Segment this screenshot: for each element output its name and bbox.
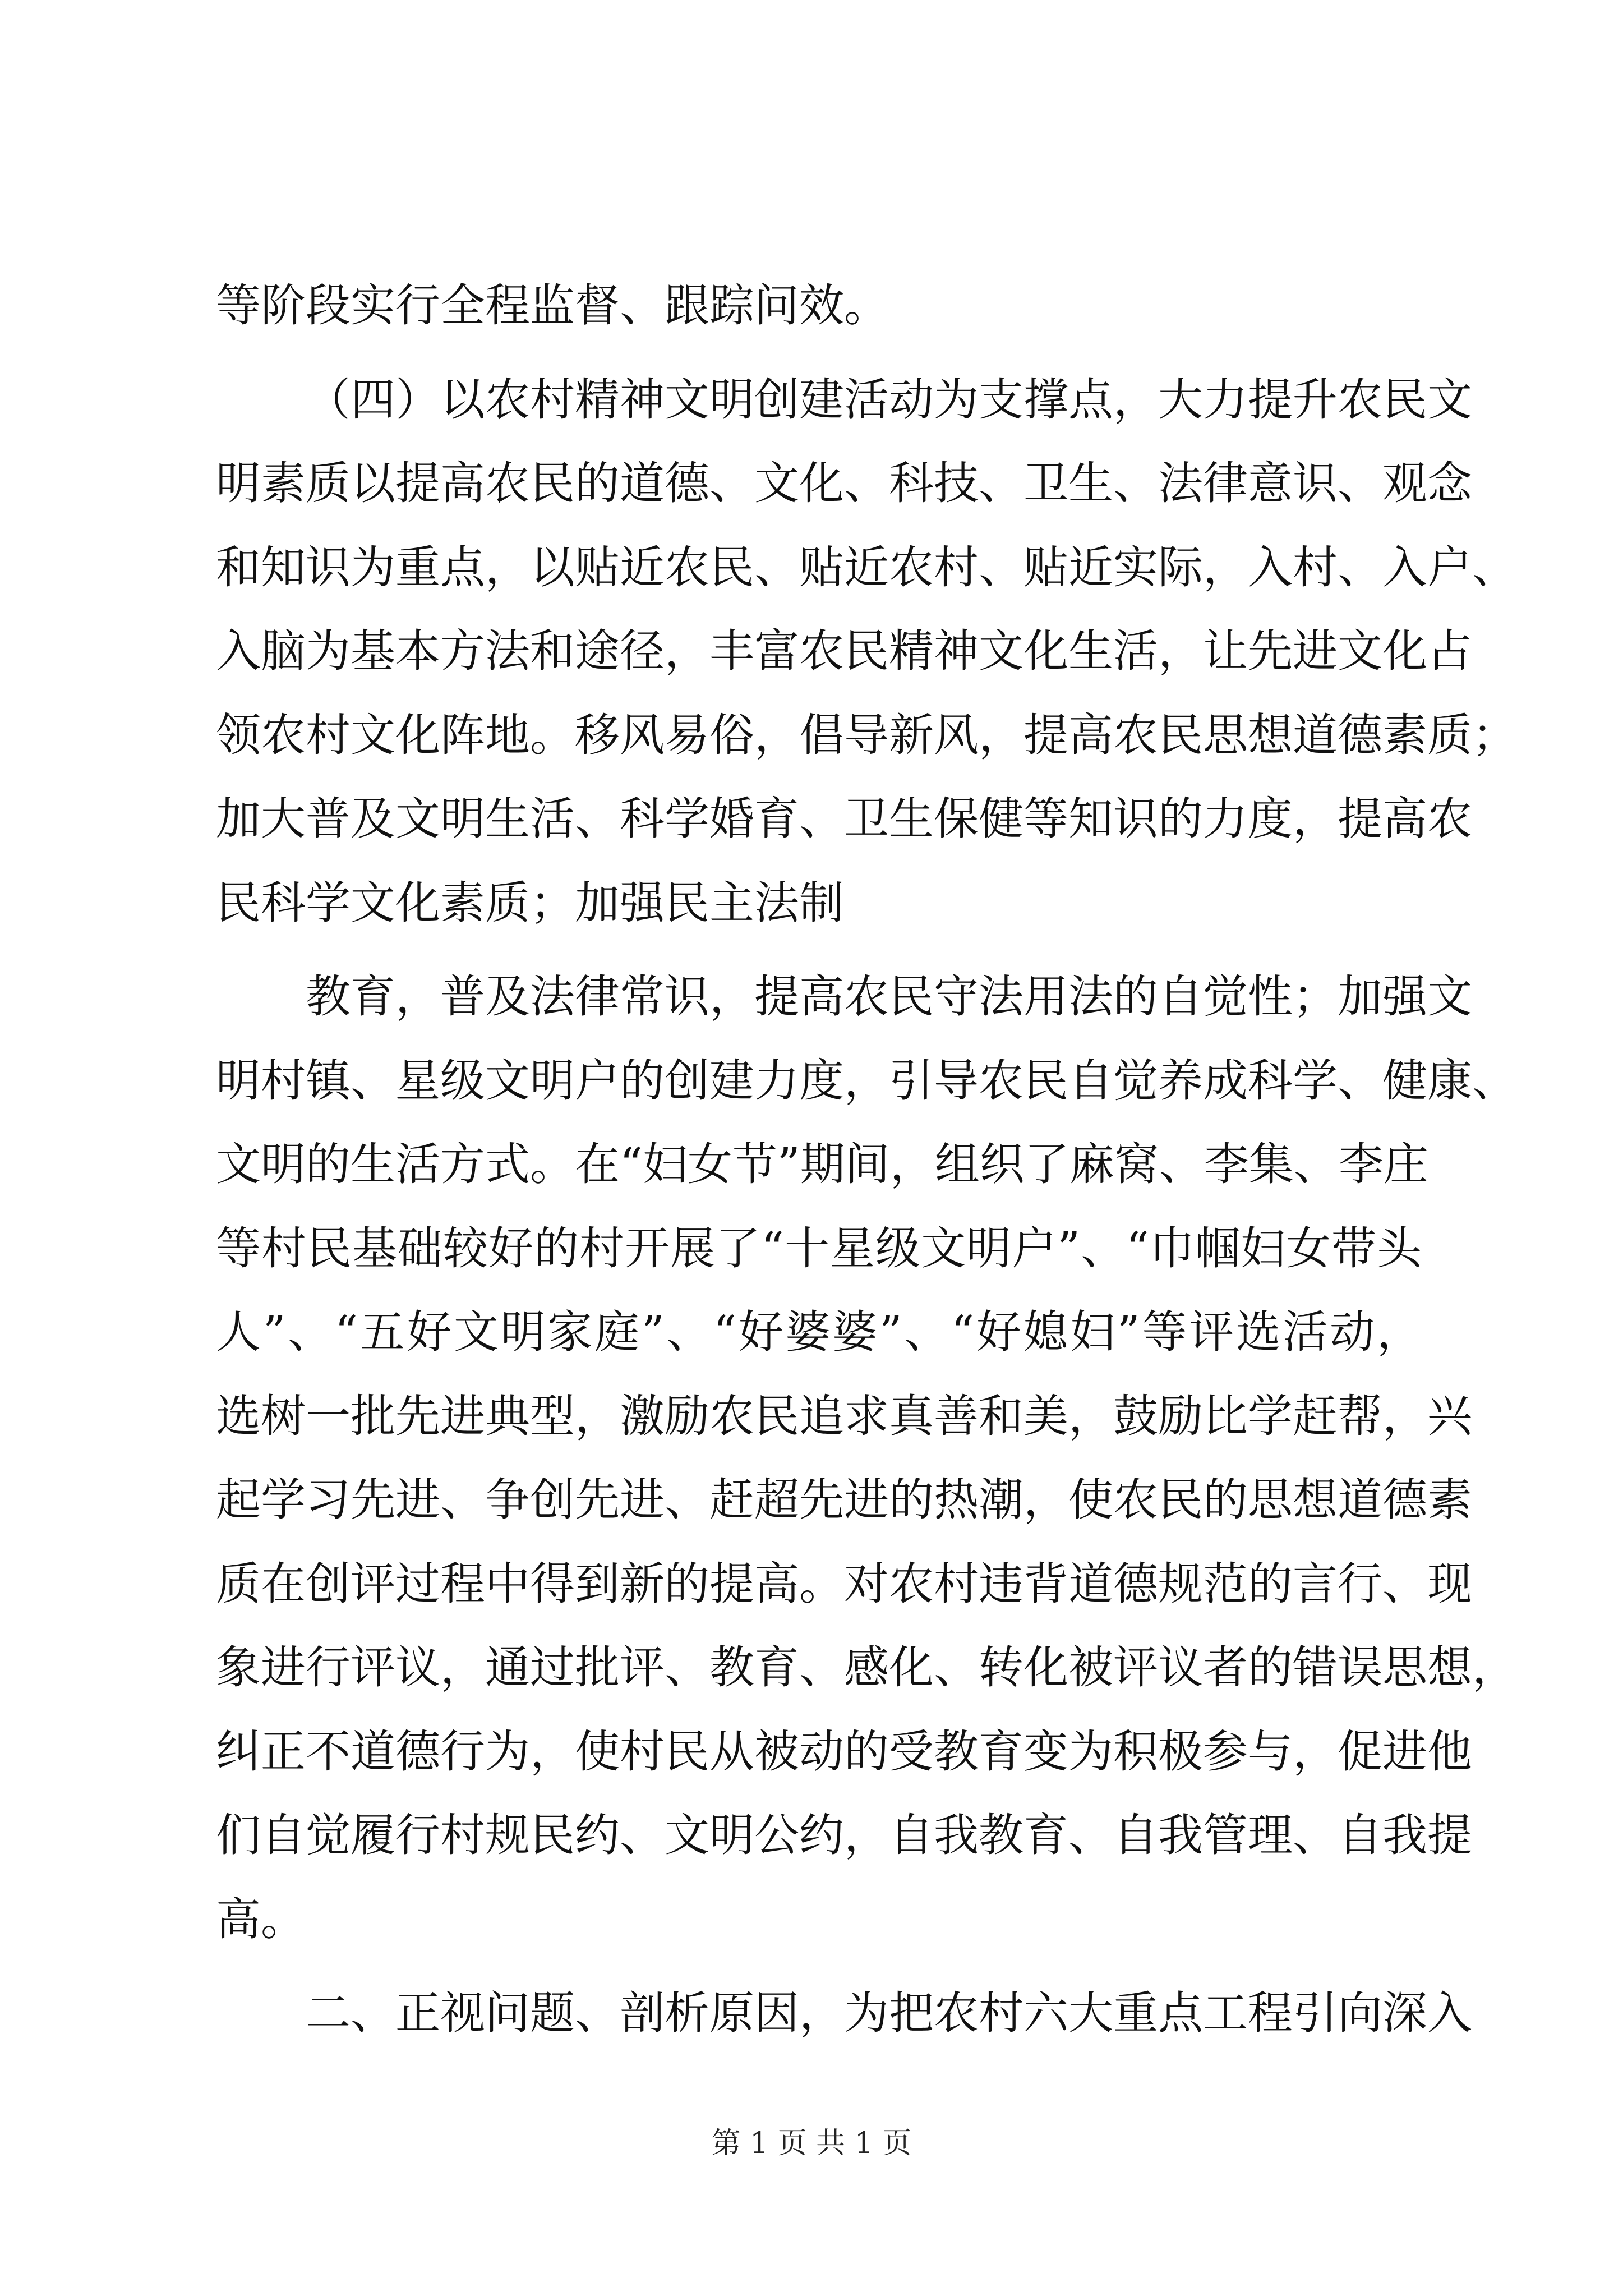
text-line: 选树一批先进典型，激励农民追求真善和美，鼓励比学赶帮，兴 [216, 1389, 1472, 1442]
text-line: 入脑为基本方法和途径，丰富农民精神文化生活，让先进文化占 [216, 625, 1472, 677]
text-line: 明村镇、星级文明户的创建力度，引导农民自觉养成科学、健康、 [216, 1054, 1517, 1107]
text-line: 起学习先进、争创先进、赶超先进的热潮，使农民的思想道德素 [216, 1474, 1472, 1526]
text-line: 等阶段实行全程监督、跟踪问效。 [216, 279, 889, 332]
text-line: 和知识为重点，以贴近农民、贴近农村、贴近实际，入村、入户、 [216, 541, 1517, 593]
text-line: 高。 [216, 1893, 306, 1945]
text-line: 们自觉履行村规民约、文明公约，自我教育、自我管理、自我提 [216, 1809, 1472, 1861]
text-line: 领农村文化阵地。移风易俗，倡导新风，提高农民思想道德素质； [216, 708, 1517, 761]
page-footer: 第 1 页 共 1 页 [711, 2127, 912, 2160]
text-line: 质在创评过程中得到新的提高。对农村违背道德规范的言行、现 [216, 1557, 1472, 1610]
text-line: 明素质以提高农民的道德、文化、科技、卫生、法律意识、观念 [216, 457, 1472, 509]
text-line: 人”、“五好文明家庭”、“好婆婆”、“好媳妇”等评选活动， [216, 1306, 1422, 1358]
text-line: 象进行评议，通过批评、教育、感化、转化被评议者的错误思想， [216, 1641, 1517, 1694]
text-line: 纠正不道德行为，使村民从被动的受教育变为积极参与，促进他 [216, 1725, 1472, 1778]
text-line: 民科学文化素质；加强民主法制 [216, 876, 844, 929]
paragraph-start-line: （四）以农村精神文明创建活动为支撑点，大力提升农民文 [306, 373, 1472, 426]
section-heading-line: 二、正视问题、剖析原因，为把农村六大重点工程引向深入 [306, 1987, 1472, 2039]
paragraph-start-line: 教育，普及法律常识，提高农民守法用法的自觉性；加强文 [306, 970, 1472, 1023]
text-line: 等村民基础较好的村开展了“十星级文明户”、“巾帼妇女带头 [216, 1222, 1422, 1274]
text-line: 文明的生活方式。在“妇女节”期间，组织了麻窝、李集、李庄 [216, 1138, 1428, 1190]
text-line: 加大普及文明生活、科学婚育、卫生保健等知识的力度，提高农 [216, 793, 1472, 845]
document-body [216, 264, 1517, 2055]
